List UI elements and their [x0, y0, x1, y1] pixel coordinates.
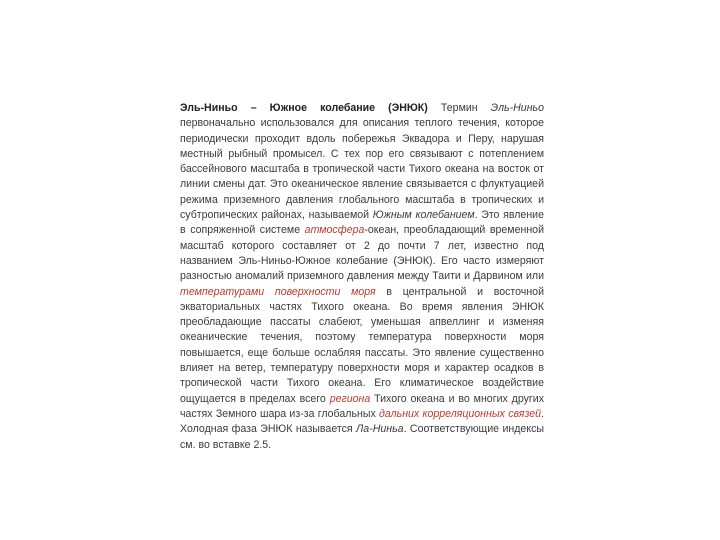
term-heading: Эль-Ниньо – Южное колебание (ЭНЮК) — [180, 102, 428, 114]
italic-term: Эль-Ниньо — [490, 102, 544, 114]
text-run: Тихого океана и во многих других частях Земного шара из-за глобальных — [180, 392, 544, 420]
text-run: первоначально использовался для описания теплого течения, которое периодически проходит вдоль побережья Эквадора и Перу, нарушая местный рыбный промысел. С тех пор его связывают с потеплением бассейнового масштаба в тропической части Тихого океана на восток от линии смены дат. Это океаническое явление связывается с флуктуацией режима приземного давления глобального масштаба в тропических и субтропических районах, называемой — [180, 117, 544, 222]
text-run: . Холодная фаза ЭНЮК называется — [180, 407, 544, 436]
glossary-link[interactable]: дальних корреляционных связей — [379, 407, 542, 420]
text-run: . Это явление в сопряженной системе — [180, 209, 544, 237]
glossary-link[interactable]: температурами поверхности моря — [180, 285, 376, 298]
text-run: Термин — [427, 102, 491, 114]
text-run: . Соответствующие индексы см. во вставке 2.5. — [180, 423, 544, 451]
glossary-paragraph — [180, 101, 544, 453]
glossary-link[interactable]: атмосфера — [304, 224, 365, 237]
italic-term: Южным колебанием — [372, 209, 475, 222]
glossary-link[interactable]: региона — [329, 392, 371, 405]
text-run: -океан, преобладающий временной масштаб которого составляет от 2 до почти 7 лет, известно под названием Эль-Ниньо-Южное колебание (ЭНЮК). Его часто измеряют разностью аномалий приземного давления между Таити и Дарвином или — [180, 224, 544, 283]
italic-term: Ла-Ниньа — [356, 423, 404, 436]
text-run: в центральной и восточной экваториальных частях Тихого океана. Во время явления ЭНЮК преобладающие пассаты слабеют, уменьшая апвеллинг и изменяя океанические течения, поэтому температура поверхности моря повышается, еще больше ослабляя пассаты. Это явление существенно влияет на ветер, температуру поверхности моря и характер осадков в тропической части Тихого океана. Его климатическое воздействие ощущается в пределах всего — [180, 285, 544, 405]
